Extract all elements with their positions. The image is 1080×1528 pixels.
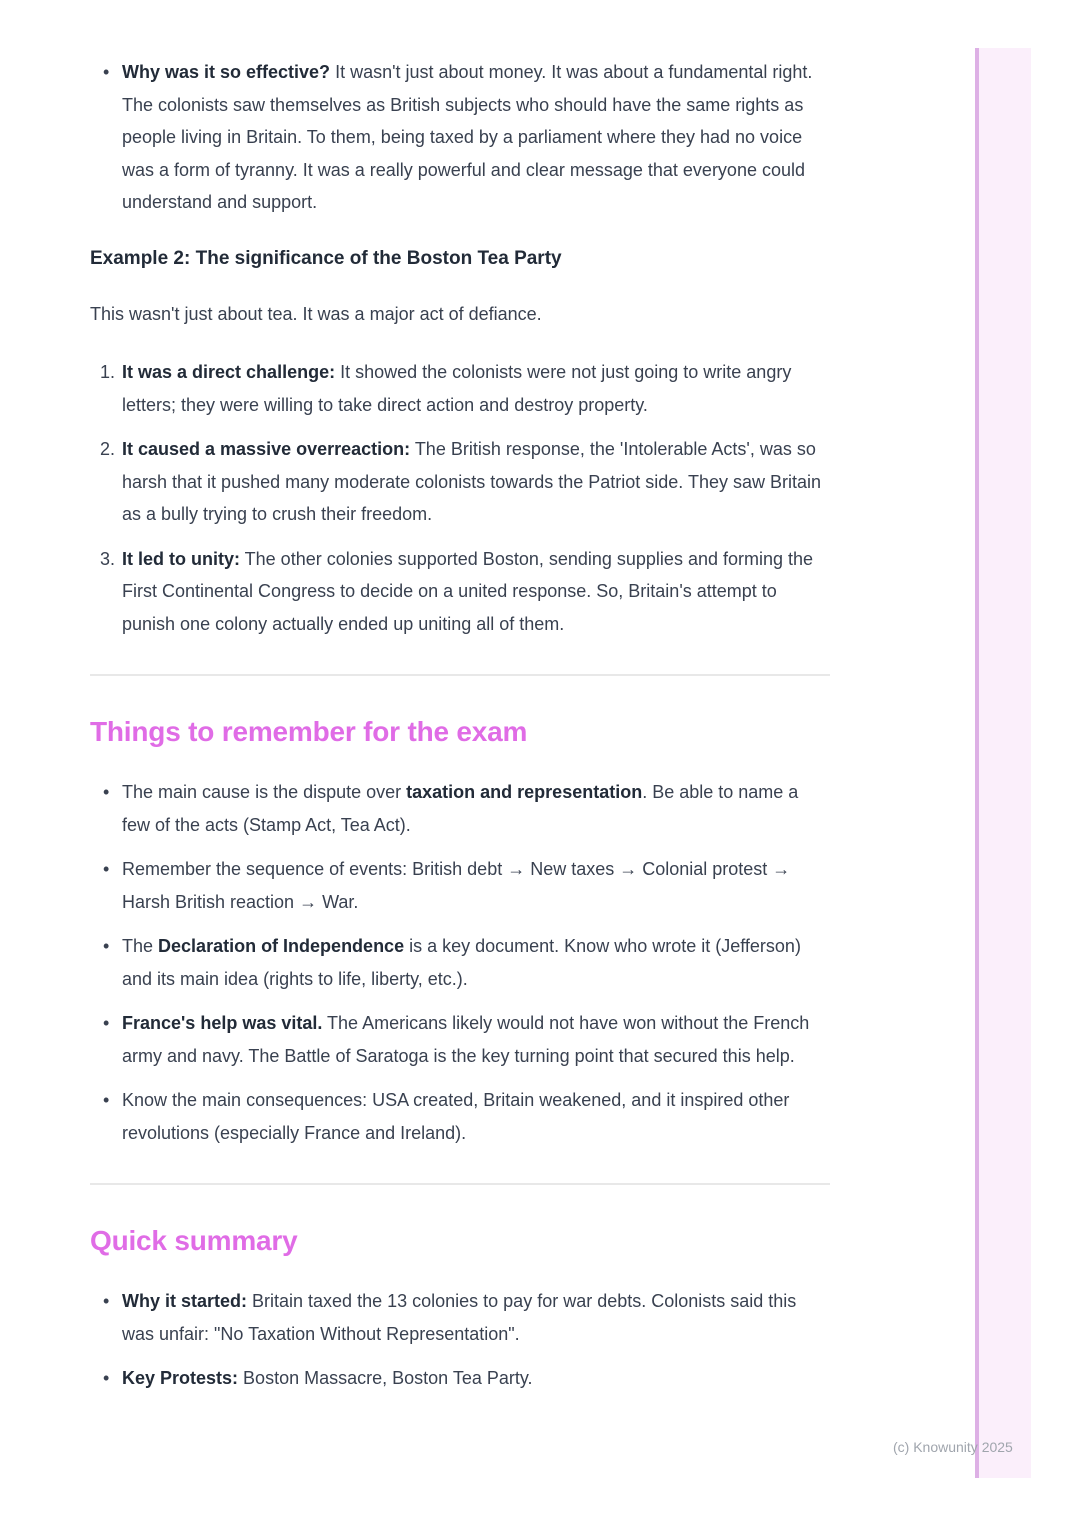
list-item-emphasis: Declaration of Independence (158, 936, 405, 956)
list-item-text: is a key document. Know who wrote it (Jefferson) and its main idea (rights to life, liberty, etc.). (122, 936, 801, 989)
list-item (90, 1362, 830, 1395)
summary-bullet-list (90, 1285, 830, 1395)
exam-bullet-list (90, 776, 830, 1149)
list-item-text: The (122, 936, 159, 956)
notes-content (90, 0, 830, 1407)
list-item (90, 1285, 830, 1350)
list-item-lead: Why it started: (122, 1291, 248, 1311)
intro-bullet-list (90, 56, 830, 219)
list-item (90, 853, 830, 918)
section-divider (90, 1183, 830, 1185)
example2-heading: Example 2: The significance of the Boston Tea Party (90, 247, 562, 269)
list-item-lead: It led to unity: (122, 548, 240, 569)
list-item (90, 356, 830, 421)
list-item (90, 1007, 830, 1072)
list-item-text: The main cause is the dispute over (122, 782, 407, 802)
list-item-lead: It was a direct challenge: (122, 362, 336, 382)
list-item-lead: It caused a massive overreaction: (122, 439, 411, 459)
list-item-text: Know the main consequences: USA created, Britain weakened, and it inspired other revolutions (especially France and Ireland). (122, 1090, 790, 1143)
copyright-notice: (c) Knowunity 2025 (893, 1439, 1013, 1455)
list-item-text: It showed the colonists were not just going to write angry letters; they were willing to take direct action and destroy property. (122, 362, 792, 415)
page-accent-strip (975, 48, 1031, 1478)
list-item-text: It wasn't just about money. It was about a fundamental right. The colonists saw themselves as British subjects who should have the same rights as people living in Britain. To them, being taxed by a parliament where they had no voice was a form of tyranny. It was a really powerful and clear message that everyone could understand and support. (122, 62, 813, 212)
list-item-text: Remember the sequence of events: British debt → New taxes → Colonial protest → Harsh British reaction → War. (122, 859, 791, 912)
list-item-text: The Americans likely would not have won without the French army and navy. The Battle of Saratoga is the key turning point that secured this help. (122, 1013, 810, 1066)
section-divider (90, 674, 830, 676)
list-item (90, 433, 830, 531)
example2-numbered-list (90, 356, 830, 640)
list-item (90, 56, 830, 219)
list-item-text: Boston Massacre, Boston Tea Party. (238, 1368, 533, 1388)
list-item-text: . Be able to name a few of the acts (Stamp Act, Tea Act). (122, 782, 799, 835)
list-item (90, 1084, 830, 1149)
exam-section-heading: Things to remember for the exam (90, 716, 528, 747)
list-item-text: Britain taxed the 13 colonies to pay for war debts. Colonists said this was unfair: "No Taxation Without Representation". (122, 1291, 797, 1344)
list-item (90, 543, 830, 641)
list-item-lead: Why was it so effective? (122, 62, 331, 82)
list-item-lead: Key Protests: (122, 1368, 239, 1388)
example2-intro-paragraph: This wasn't just about tea. It was a major act of defiance. (90, 303, 542, 324)
list-item-text: The British response, the 'Intolerable Acts', was so harsh that it pushed many moderate colonists towards the Patriot side. They saw Britain as a bully trying to crush their freedom. (122, 439, 822, 524)
list-item-text: The other colonies supported Boston, sending supplies and forming the First Continental Congress to decide on a united response. So, Britain's attempt to punish one colony actually ended up uniting all of them. (122, 548, 814, 634)
list-item (90, 930, 830, 995)
list-item-lead: France's help was vital. (122, 1013, 323, 1033)
summary-section-heading: Quick summary (90, 1225, 298, 1256)
list-item (90, 776, 830, 841)
list-item-emphasis: taxation and representation (406, 782, 643, 802)
